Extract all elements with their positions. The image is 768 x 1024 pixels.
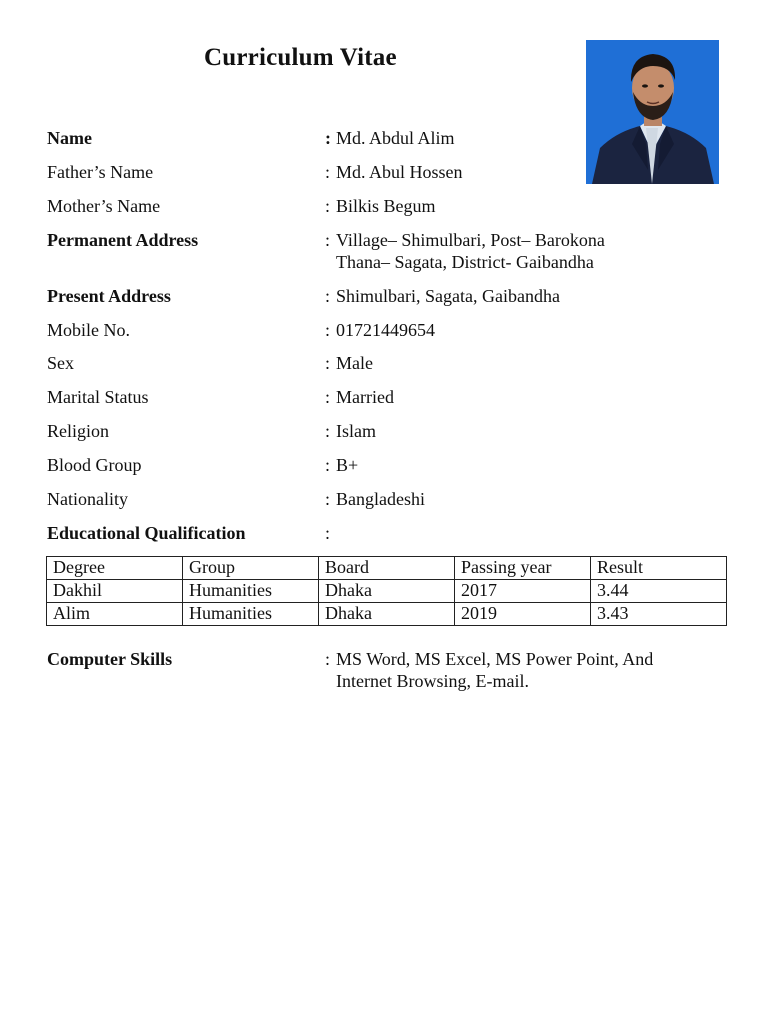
education-header-cell: Degree [47,557,183,580]
religion-label: Religion [47,421,109,441]
computer-skills-colon: : [325,649,331,669]
computer-skills-value: MS Word, MS Excel, MS Power Point, And [336,649,654,669]
blood-group-label: Blood Group [47,455,142,475]
marital-status-colon: : [325,387,331,407]
present-address-label: Present Address [47,286,171,306]
education-label: Educational Qualification [47,523,246,543]
mother-name-value: Bilkis Begum [336,196,436,216]
education-table-header-row [47,557,727,580]
present-address-value: Shimulbari, Sagata, Gaibandha [336,286,560,306]
father-name-label: Father’s Name [47,162,154,182]
education-cell: 3.44 [591,580,727,603]
education-cell: 2019 [455,603,591,626]
name-value: Md. Abdul Alim [336,128,455,148]
sex-colon: : [325,353,331,373]
education-cell: Humanities [183,580,319,603]
religion-colon: : [325,421,331,441]
father-name-colon: : [325,162,331,182]
education-cell: Dhaka [319,603,455,626]
page-title: Curriculum Vitae [204,44,397,71]
education-header-cell: Board [319,557,455,580]
permanent-address-value: Village– Shimulbari, Post– Barokona [336,230,605,250]
education-cell: Humanities [183,603,319,626]
nationality-value: Bangladeshi [336,489,425,509]
education-header-cell: Passing year [455,557,591,580]
table-row [47,603,727,626]
nationality-colon: : [325,489,331,509]
nationality-label: Nationality [47,489,128,509]
mobile-colon: : [325,320,331,340]
table-row [47,580,727,603]
name-label: Name [47,128,92,148]
education-cell: 3.43 [591,603,727,626]
sex-label: Sex [47,353,74,373]
blood-group-colon: : [325,455,331,475]
education-table [46,556,727,626]
mother-name-label: Mother’s Name [47,196,161,216]
education-cell: 2017 [455,580,591,603]
education-cell: Dakhil [47,580,183,603]
education-header-cell: Result [591,557,727,580]
computer-skills-value-line2: Internet Browsing, E-mail. [336,671,529,691]
sex-value: Male [336,353,373,373]
religion-value: Islam [336,421,376,441]
name-colon: : [325,128,331,148]
mobile-value: 01721449654 [336,320,435,340]
father-name-value: Md. Abul Hossen [336,162,463,182]
blood-group-value: B+ [336,455,359,475]
portrait-image [586,40,719,184]
mother-name-colon: : [325,196,331,216]
present-address-colon: : [325,286,331,306]
education-colon: : [325,523,331,543]
permanent-address-value-line2: Thana– Sagata, District- Gaibandha [336,252,594,272]
profile-photo [586,40,719,184]
education-cell: Dhaka [319,580,455,603]
education-cell: Alim [47,603,183,626]
marital-status-value: Married [336,387,394,407]
mobile-label: Mobile No. [47,320,130,340]
permanent-address-colon: : [325,230,331,250]
computer-skills-label: Computer Skills [47,649,173,669]
permanent-address-label: Permanent Address [47,230,199,250]
marital-status-label: Marital Status [47,387,149,407]
education-header-cell: Group [183,557,319,580]
